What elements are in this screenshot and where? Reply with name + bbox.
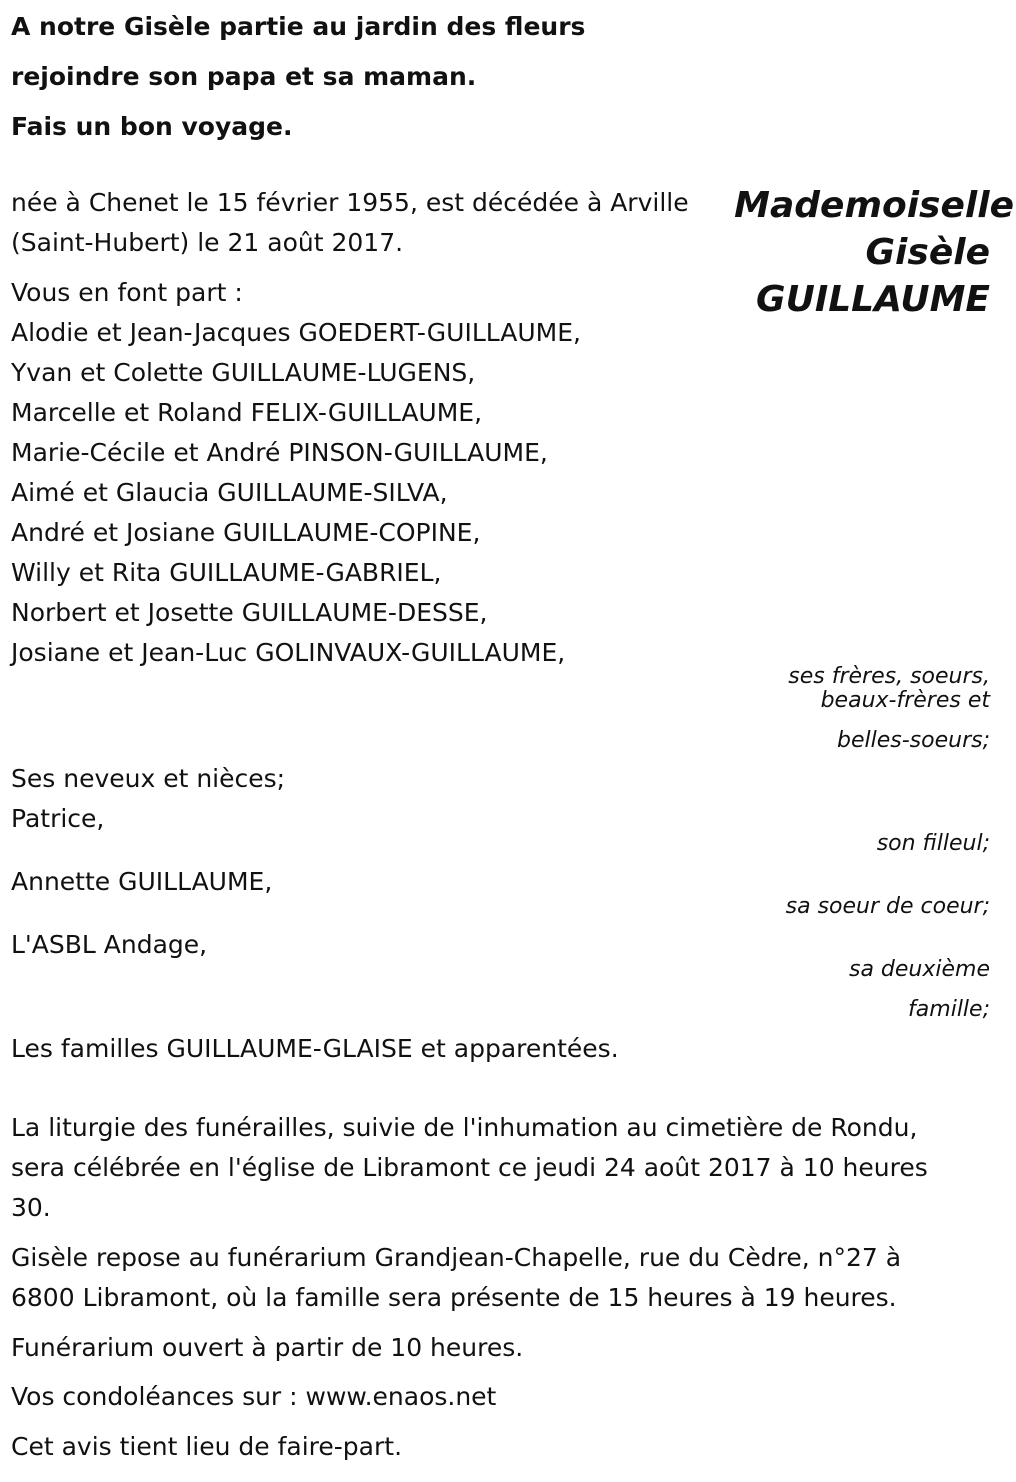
dedication-line: Fais un bon voyage.	[11, 112, 293, 141]
sibling-line: Marcelle et Roland FELIX-GUILLAUME,	[11, 398, 483, 427]
sibling-line: Josiane et Jean-Luc GOLINVAUX-GUILLAUME,	[11, 638, 566, 667]
godson-name: Patrice,	[11, 804, 105, 833]
sibling-line: Alodie et Jean-Jacques GOEDERT-GUILLAUME,	[11, 318, 581, 347]
condolences-line: Vos condoléances sur : www.enaos.net	[11, 1382, 497, 1411]
sibling-line: Aimé et Glaucia GUILLAUME-SILVA,	[11, 478, 448, 507]
nephews-line: Ses neveux et nièces;	[11, 764, 286, 793]
birth-death-line: (Saint-Hubert) le 21 août 2017.	[11, 228, 404, 257]
asbl-name: L'ASBL Andage,	[11, 930, 208, 959]
siblings-role-line: beaux-frères et	[820, 688, 990, 713]
deceased-first-name: Gisèle	[865, 232, 990, 273]
siblings-role-line: ses frères, soeurs,	[788, 664, 990, 689]
siblings-role-line: belles-soeurs;	[837, 728, 990, 753]
birth-death-line: née à Chenet le 15 février 1955, est décédée à Arville	[11, 188, 689, 217]
announce-intro: Vous en font part :	[11, 278, 243, 307]
godson-role: son filleul;	[876, 831, 990, 856]
opening-hours: Funérarium ouvert à partir de 10 heures.	[11, 1333, 524, 1362]
deceased-last-name: GUILLAUME	[756, 279, 990, 320]
heart-sister-name: Annette GUILLAUME,	[11, 867, 273, 896]
sibling-line: Marie-Cécile et André PINSON-GUILLAUME,	[11, 438, 548, 467]
dedication-line: A notre Gisèle partie au jardin des fleurs	[11, 12, 586, 41]
dedication-line: rejoindre son papa et sa maman.	[11, 62, 477, 91]
liturgy-line: sera célébrée en l'église de Libramont ce jeudi 24 août 2017 à 10 heures	[11, 1153, 928, 1182]
liturgy-line: 30.	[11, 1193, 51, 1222]
sibling-line: André et Josiane GUILLAUME-COPINE,	[11, 518, 481, 547]
deceased-civility: Mademoiselle	[734, 185, 1014, 226]
repose-line: 6800 Libramont, où la famille sera présente de 15 heures à 19 heures.	[11, 1283, 897, 1312]
liturgy-line: La liturgie des funérailles, suivie de l'inhumation au cimetière de Rondu,	[11, 1113, 918, 1142]
closing-line: Cet avis tient lieu de faire-part.	[11, 1432, 403, 1461]
sibling-line: Yvan et Colette GUILLAUME-LUGENS,	[11, 358, 476, 387]
asbl-role-line: sa deuxième	[848, 957, 990, 982]
sibling-line: Norbert et Josette GUILLAUME-DESSE,	[11, 598, 488, 627]
asbl-role-line: famille;	[908, 997, 990, 1022]
repose-line: Gisèle repose au funérarium Grandjean-Chapelle, rue du Cèdre, n°27 à	[11, 1243, 902, 1272]
families-line: Les familles GUILLAUME-GLAISE et apparentées.	[11, 1034, 619, 1063]
sibling-line: Willy et Rita GUILLAUME-GABRIEL,	[11, 558, 442, 587]
heart-sister-role: sa soeur de coeur;	[785, 894, 990, 919]
